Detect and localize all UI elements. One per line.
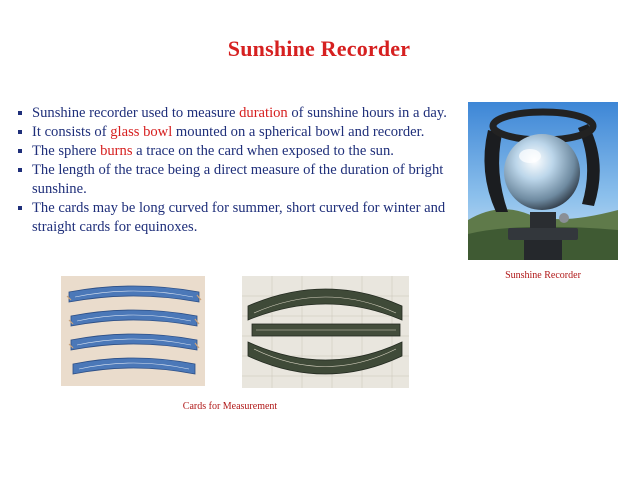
bullet-text: The cards may be long curved for summer, short curved for winter and straight cards for equinoxes. — [32, 200, 446, 235]
bullet-text: The sphere — [32, 143, 101, 159]
sunshine-recorder-photo — [468, 102, 618, 260]
curved-cards-photo — [242, 276, 409, 388]
bullet-text: The length of the trace being a direct measure of the duration of bright sunshine. — [32, 162, 444, 197]
bullet-highlight: burns — [100, 143, 133, 159]
bullet-highlight: glass bowl — [110, 124, 173, 140]
long-cards-photo — [61, 276, 205, 386]
bullet-item — [17, 123, 465, 142]
recorder-caption: Sunshine Recorder — [505, 270, 581, 281]
bullet-item — [17, 161, 465, 199]
bullet-text: mounted on a spherical bowl and recorder. — [172, 124, 425, 140]
bullet-text: of sunshine hours in a day. — [287, 105, 447, 121]
bullet-text: Sunshine recorder used to measure — [32, 105, 240, 121]
bullet-text: a trace on the card when exposed to the sun. — [132, 143, 394, 159]
bullet-item — [17, 199, 465, 237]
bullet-text: It consists of — [32, 124, 111, 140]
bullet-item — [17, 104, 465, 123]
bullet-item — [17, 142, 465, 161]
cards-caption: Cards for Measurement — [182, 401, 278, 412]
bullet-highlight: duration — [239, 105, 288, 121]
slide-title: Sunshine Recorder — [227, 36, 411, 61]
bullet-list — [17, 104, 465, 237]
